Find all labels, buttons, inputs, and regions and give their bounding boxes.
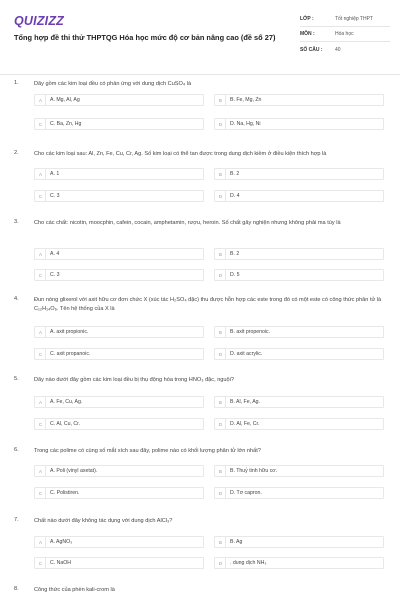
option-a[interactable] <box>34 326 204 338</box>
option-letter: A <box>36 466 46 476</box>
option-c[interactable] <box>34 269 204 281</box>
option-text: B. 2 <box>230 251 240 257</box>
option-letter: A <box>36 169 46 179</box>
meta-label: SỐ CÂU : <box>300 46 323 53</box>
option-a[interactable] <box>34 168 204 180</box>
option-text: D. 5 <box>230 272 240 278</box>
meta-value: 40 <box>335 46 341 53</box>
question-text: Cho các chất: nicotin, moocphin, cafein, cocain, amphetamin, rượu, heroin. Số chất gây nghiện nhưng không phải ma túy là <box>34 220 341 226</box>
meta-value: Tốt nghiệp THPT <box>335 16 373 22</box>
question-8 <box>14 586 390 595</box>
question-number: 6. <box>14 447 19 453</box>
meta-label: LỚP : <box>300 16 314 22</box>
option-text: B. Thuỷ tinh hữu cơ. <box>230 468 278 474</box>
option-text: C. Al, Cu, Cr. <box>50 421 80 427</box>
option-text: A. Mg, Al, Ag <box>50 97 80 103</box>
question-text: Dãy nào dưới đây gồm các kim loại đều bị thụ động hóa trong HNO₃ đặc, nguội? <box>34 377 234 383</box>
option-letter: A <box>36 249 46 259</box>
option-b[interactable] <box>214 465 384 477</box>
question-number: 3. <box>14 219 19 225</box>
option-text: B. 2 <box>230 171 240 177</box>
option-text: D. Na, Hg, Ni <box>230 121 261 127</box>
meta-value: Hóa học <box>335 31 354 37</box>
option-a[interactable] <box>34 536 204 548</box>
question-text: Chất nào dưới đây không tác dụng với dung dịch AlCl₃? <box>34 518 173 524</box>
question-number: 8. <box>14 586 19 592</box>
question-number: 2. <box>14 150 19 156</box>
option-letter: C <box>36 349 46 359</box>
option-letter: B <box>216 249 226 259</box>
option-letter: B <box>216 466 226 476</box>
question-6 <box>14 447 390 496</box>
option-c[interactable] <box>34 190 204 202</box>
option-letter: B <box>216 397 226 407</box>
option-letter: C <box>36 558 46 568</box>
option-text: A. Poli (vinyl axetat). <box>50 468 98 474</box>
option-text: C. 3 <box>50 272 60 278</box>
option-text: B. Al, Fe, Ag. <box>230 399 260 405</box>
header-divider <box>0 74 400 75</box>
option-text: D. Tơ capron. <box>230 490 262 496</box>
option-c[interactable] <box>34 118 204 130</box>
option-letter: D <box>216 119 226 129</box>
question-number: 5. <box>14 376 19 382</box>
quizizz-logo[interactable]: QUIZIZZ <box>14 14 65 28</box>
question-text: Đun nóng glixerol với axit hữu cơ đơn chức X (xúc tác H₂SO₄ đặc) thu được hỗn hợp các este trong đó có một este có công thức phân tử là C₁₂H₁₄O₆. Tên hệ thống của X là <box>34 297 382 312</box>
option-d[interactable] <box>214 557 384 569</box>
option-a[interactable] <box>34 396 204 408</box>
option-letter: C <box>36 270 46 280</box>
meta-label: MÔN : <box>300 31 315 37</box>
option-letter: A <box>36 95 46 105</box>
worksheet-title: Tổng hợp đề thi thử THPTQG Hóa học mức độ cơ bản nâng cao (đề số 27) <box>14 33 276 42</box>
meta-row-subject <box>300 27 390 42</box>
option-b[interactable] <box>214 326 384 338</box>
option-text: B. axit propenoic. <box>230 329 271 335</box>
option-text: D. axit acrylic. <box>230 351 263 357</box>
option-d[interactable] <box>214 118 384 130</box>
option-text: C. axit propanoic. <box>50 351 91 357</box>
option-c[interactable] <box>34 557 204 569</box>
meta-row-question-count <box>300 42 390 57</box>
option-a[interactable] <box>34 248 204 260</box>
option-letter: D <box>216 270 226 280</box>
question-4 <box>14 296 390 357</box>
option-text: A. Fe, Cu, Ag. <box>50 399 83 405</box>
option-letter: C <box>36 191 46 201</box>
option-letter: B <box>216 169 226 179</box>
option-d[interactable] <box>214 487 384 499</box>
option-text: A. 4 <box>50 251 60 257</box>
option-letter: B <box>216 95 226 105</box>
question-text: Dãy gồm các kim loại đều có phản ứng với dung dịch CuSO₄ là <box>34 81 192 87</box>
option-letter: D <box>216 419 226 429</box>
question-text: Công thức của phèn kali-crom là <box>34 587 115 593</box>
option-c[interactable] <box>34 418 204 430</box>
option-b[interactable] <box>214 536 384 548</box>
option-d[interactable] <box>214 418 384 430</box>
option-d[interactable] <box>214 190 384 202</box>
option-a[interactable] <box>34 94 204 106</box>
option-letter: A <box>36 327 46 337</box>
option-d[interactable] <box>214 269 384 281</box>
option-text: D. Al, Fe, Cr. <box>230 421 260 427</box>
option-text: A. AgNO₃ <box>50 539 73 545</box>
option-text: C. Polistiren. <box>50 490 80 496</box>
question-text: Trong các polime có cùng số mắt xích sau đây, polime nào có khối lượng phân tử lớn nhất? <box>34 448 261 454</box>
option-a[interactable] <box>34 465 204 477</box>
option-letter: D <box>216 488 226 498</box>
option-letter: B <box>216 537 226 547</box>
question-number: 7. <box>14 517 19 523</box>
option-b[interactable] <box>214 94 384 106</box>
option-letter: D <box>216 558 226 568</box>
option-text: B. Fe, Mg, Zn <box>230 97 262 103</box>
option-letter: C <box>36 119 46 129</box>
option-letter: A <box>36 397 46 407</box>
question-2 <box>14 150 390 199</box>
question-5 <box>14 376 390 427</box>
meta-row-class <box>300 12 390 27</box>
option-d[interactable] <box>214 348 384 360</box>
option-text: B. Ag <box>230 539 243 545</box>
option-text: C. 3 <box>50 193 60 199</box>
option-letter: D <box>216 191 226 201</box>
option-text: C. Ba, Zn, Hg <box>50 121 82 127</box>
question-3 <box>14 219 390 278</box>
option-letter: C <box>36 419 46 429</box>
option-c[interactable] <box>34 348 204 360</box>
option-text: C. NaOH <box>50 560 72 566</box>
question-1 <box>14 80 390 127</box>
option-b[interactable] <box>214 396 384 408</box>
option-text: D. 4 <box>230 193 240 199</box>
question-text: Cho các kim loại sau: Al, Zn, Fe, Cu, Cr, Ag. Số kim loại có thể tan được trong dung dịch kiềm ở điều kiện thích hợp là <box>34 151 327 157</box>
question-number: 4. <box>14 296 19 302</box>
question-7 <box>14 517 390 566</box>
worksheet-meta <box>300 12 390 57</box>
option-b[interactable] <box>214 168 384 180</box>
option-letter: A <box>36 537 46 547</box>
option-c[interactable] <box>34 487 204 499</box>
option-letter: B <box>216 327 226 337</box>
option-text: A. axit propionic. <box>50 329 89 335</box>
option-letter: D <box>216 349 226 359</box>
question-number: 1. <box>14 80 19 86</box>
option-b[interactable] <box>214 248 384 260</box>
option-letter: C <box>36 488 46 498</box>
option-text: A. 1 <box>50 171 60 177</box>
option-text: . dung dịch NH₃ <box>230 560 267 566</box>
